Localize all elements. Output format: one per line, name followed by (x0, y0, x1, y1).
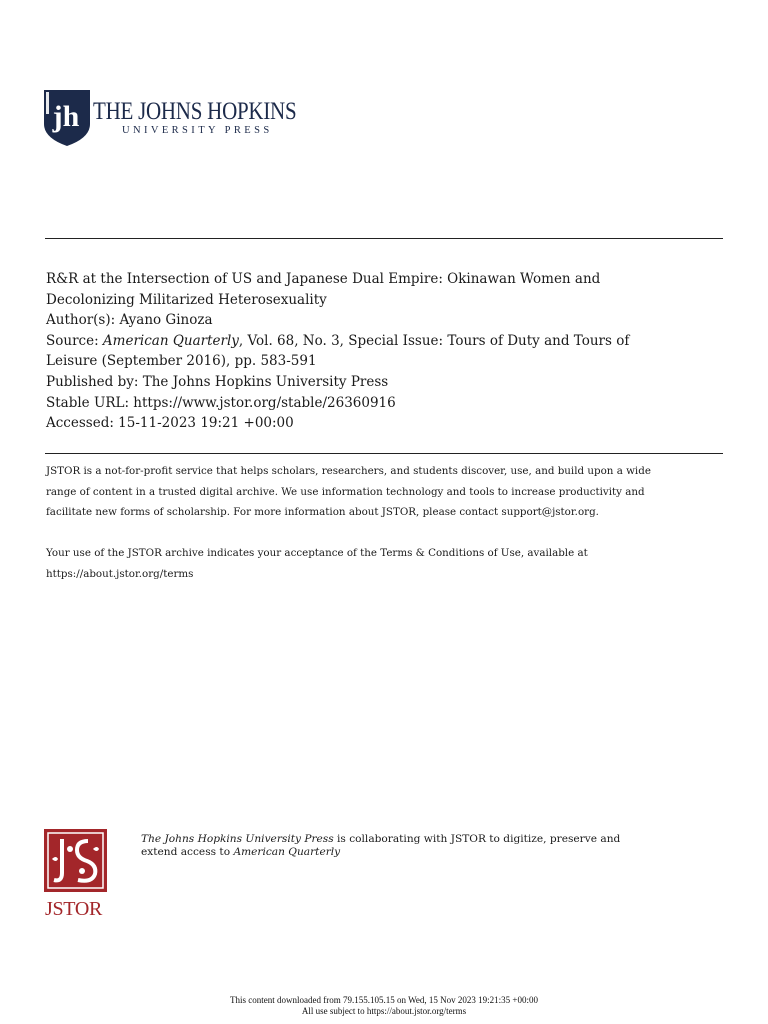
download-footer (0, 995, 768, 1016)
footer-line-1: This content downloaded from 79.155.105.15 on Wed, 15 Nov 2023 19:21:35 +00:00 (230, 995, 538, 1005)
jstor-notice (46, 461, 726, 584)
terms-line-1: Your use of the JSTOR archive indicates your acceptance of the Terms & Conditions of Use, available at (46, 547, 588, 559)
top-divider (45, 238, 723, 239)
collab-journal: American Quarterly (233, 846, 341, 858)
article-title-line-2: Decolonizing Militarized Heterosexuality (46, 291, 327, 308)
article-authors: Author(s): Ayano Ginoza (46, 312, 213, 329)
jstor-logo (44, 829, 108, 921)
article-metadata (46, 269, 726, 434)
publisher-name: THE JOHNS HOPKINS (93, 98, 297, 125)
jh-shield-icon (44, 90, 90, 146)
svg-text:jh: jh (52, 100, 80, 133)
article-source: Source: American Quarterly, Vol. 68, No. 3, Special Issue: Tours of Duty and Tours of (46, 332, 630, 349)
terms-link[interactable]: https://about.jstor.org/terms (46, 567, 194, 580)
middle-divider (45, 453, 723, 454)
collab-publisher: The Johns Hopkins University Press (141, 833, 334, 845)
article-source-line-2: Leisure (September 2016), pp. 583-591 (46, 353, 317, 370)
notice-line-2: range of content in a trusted digital archive. We use information technology and tools to increase productivity and (46, 485, 645, 498)
stable-url[interactable]: Stable URL: https://www.jstor.org/stable/26360916 (46, 394, 396, 411)
jstor-wordmark: JSTOR (45, 898, 103, 920)
jstor-emblem-icon (44, 829, 107, 892)
accessed-date: Accessed: 15-11-2023 19:21 +00:00 (46, 415, 294, 432)
notice-line-1: JSTOR is a not-for-profit service that helps scholars, researchers, and students discover, use, and build upon a wide (46, 465, 651, 477)
publisher-logo (44, 90, 335, 146)
published-by: Published by: The Johns Hopkins University Press (46, 373, 389, 390)
article-title-line-1: R&R at the Intersection of US and Japanese Dual Empire: Okinawan Women and (46, 271, 601, 287)
footer-line-2: All use subject to https://about.jstor.org/terms (301, 1005, 467, 1016)
publisher-subname: UNIVERSITY PRESS (122, 125, 273, 136)
notice-line-3: facilitate new forms of scholarship. For more information about JSTOR, please contact support@jstor.org. (46, 506, 599, 518)
source-journal: American Quarterly (102, 332, 239, 349)
collaboration-statement: The Johns Hopkins University Press is collaborating with JSTOR to digitize, preserve and extend access to American Quarterly (141, 833, 621, 858)
